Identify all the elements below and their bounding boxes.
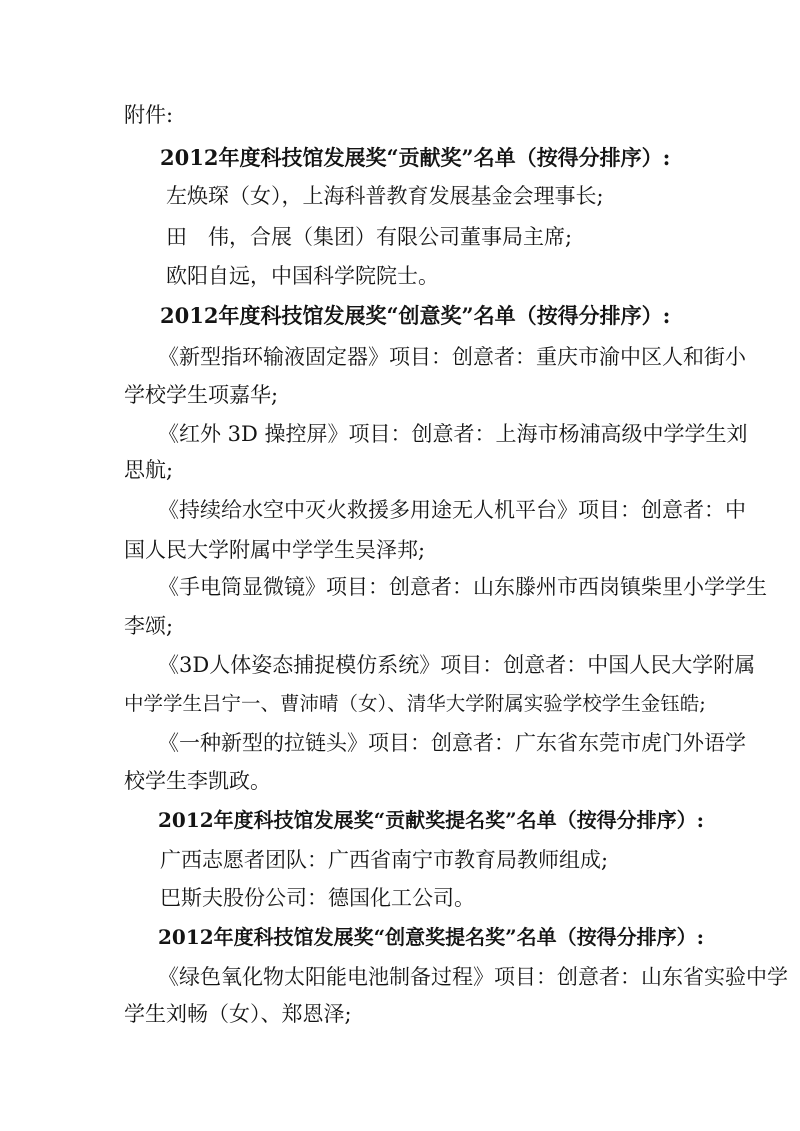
section-heading-creativity-award: 2012年度科技馆发展奖“创意奖”名单（按得分排序）: [160,303,671,328]
list-item: 《一种新型的拉链头》项目：创意者：广东省东莞市虎门外语学 [158,731,746,755]
list-item: 左焕琛（女），上海科普教育发展基金会理事长; [166,184,604,208]
list-item: 《红外 3D 操控屏》项目：创意者：上海市杨浦高级中学学生刘 [158,422,748,446]
list-item: 《3D人体姿态捕捉模仿系统》项目：创意者：中国人民大学附属 [158,653,756,677]
list-item: 国人民大学附属中学学生吴泽邦; [124,538,426,562]
list-item: 广西志愿者团队：广西省南宁市教育局教师组成; [160,848,609,872]
list-item: 《持续给水空中灭火救援多用途无人机平台》项目：创意者：中 [158,498,746,522]
list-item: 学生刘畅（女）、郑恩泽; [124,1002,352,1026]
list-item: 田 伟，合展（集团）有限公司董事局主席; [166,225,573,249]
list-item: 李颂; [124,614,174,638]
list-item: 《绿色氧化物太阳能电池制备过程》项目：创意者：山东省实验中学 [158,965,788,989]
section-heading-contribution-nomination: 2012年度科技馆发展奖“贡献奖提名奖”名单（按得分排序）: [158,808,705,832]
list-item: 思航; [124,458,174,482]
list-item: 学校学生项嘉华; [124,383,279,407]
section-heading-contribution-award: 2012年度科技馆发展奖“贡献奖”名单（按得分排序）: [160,145,671,170]
section-heading-creativity-nomination: 2012年度科技馆发展奖“创意奖提名奖”名单（按得分排序）: [158,925,705,949]
list-item: 校学生李凯政。 [124,769,271,793]
attachment-label: 附件: [124,103,174,127]
list-item: 中学学生吕宁一、曹沛晴（女）、清华大学附属实验学校学生金钰皓; [124,692,706,715]
list-item: 《新型指环输液固定器》项目：创意者：重庆市渝中区人和街小 [158,345,746,369]
list-item: 巴斯夫股份公司：德国化工公司。 [160,886,475,910]
list-item: 欧阳自远，中国科学院院士。 [166,264,439,288]
list-item: 《手电筒显微镜》项目：创意者：山东滕州市西岗镇柴里小学学生 [158,575,767,599]
